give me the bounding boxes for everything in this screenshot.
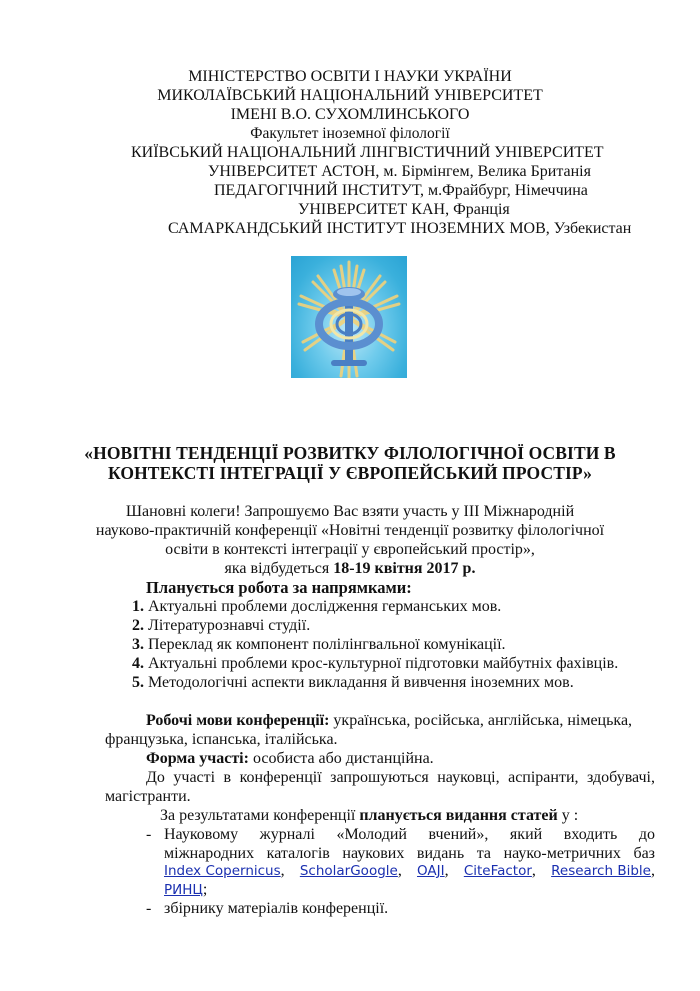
- publication-intro: [160, 807, 578, 825]
- direction-number: 2.: [132, 617, 144, 634]
- header-partner-samarkand: САМАРКАНДСЬКИЙ ІНСТИТУТ ІНОЗЕМНИХ МОВ, Узбекистан: [168, 220, 632, 237]
- participation-label: Форма участі:: [146, 750, 249, 767]
- publication-suffix: у :: [557, 807, 579, 824]
- invitees-line1: До участі в конференції запрошуються науковці, аспіранти, здобувачі,: [146, 769, 655, 786]
- languages-list-part1: українська, російська, англійська, німецька,: [329, 712, 633, 729]
- header-university: МИКОЛАЇВСЬКИЙ НАЦІОНАЛЬНИЙ УНІВЕРСИТЕТ: [157, 87, 543, 104]
- directions-heading: Планується робота за напрямками:: [146, 578, 412, 597]
- link-scholar-google[interactable]: ScholarGoogle: [299, 863, 398, 879]
- invitation-date-prefix: яка відбудеться: [224, 560, 334, 577]
- direction-text: Літературознавчі студії.: [144, 617, 311, 634]
- direction-text: Переклад як компонент полілінгвальної комунікації.: [144, 636, 506, 653]
- invitation-line3: освіти в контексті інтеграції у європейський простір»,: [165, 541, 535, 558]
- direction-number: 4.: [132, 655, 144, 672]
- direction-number: 5.: [132, 674, 144, 691]
- invitation-line1: Шановні колеги! Запрошуємо Вас взяти участь у ІІІ Міжнародній: [125, 503, 575, 520]
- header-partner-caen: УНІВЕРСИТЕТ КАН, Франція: [298, 201, 510, 218]
- publication-prefix: За результатами конференції: [160, 807, 360, 824]
- languages-line2: французька, іспанська, італійська.: [105, 731, 338, 748]
- invitees-line2: магістранти.: [105, 788, 191, 805]
- direction-item: [132, 655, 618, 673]
- direction-item: [132, 617, 310, 635]
- direction-item: [132, 636, 506, 654]
- direction-item: [132, 674, 574, 692]
- bullet-dash: -: [146, 900, 152, 917]
- link-citefactor[interactable]: CiteFactor: [463, 863, 532, 879]
- proceedings-item: збірнику матеріалів конференції.: [164, 900, 389, 917]
- direction-text: Методологічні аспекти викладання й вивчення іноземних мов.: [144, 674, 574, 691]
- conference-dates: 18-19 квітня 2017 р.: [333, 560, 476, 577]
- direction-text: Актуальні проблеми крос-культурної підготовки майбутніх фахівців.: [144, 655, 619, 672]
- conference-title-line1: «НОВІТНІ ТЕНДЕНЦІЇ РОЗВИТКУ ФІЛОЛОГІЧНОЇ ОСВІТИ В: [84, 443, 616, 463]
- phi-faculty-logo-icon: [291, 256, 407, 378]
- direction-number: 1.: [132, 598, 144, 615]
- participation-value: особиста або дистанційна.: [248, 750, 434, 767]
- conference-title-line2: КОНТЕКСТІ ІНТЕГРАЦІЇ У ЄВРОПЕЙСЬКИЙ ПРОСТІР»: [108, 463, 592, 483]
- participation-line: [146, 750, 434, 768]
- bullet-dash: -: [146, 826, 152, 843]
- link-rinc[interactable]: РИНЦ: [164, 882, 203, 898]
- direction-item: [132, 598, 501, 616]
- link-index-copernicus[interactable]: Index Copernicus: [164, 863, 281, 879]
- direction-number: 3.: [132, 636, 144, 653]
- database-links: Index Copernicus, ScholarGoogle, OAJI, CiteFactor, Research Bible,: [164, 862, 655, 879]
- header-faculty: Факультет іноземної філології: [250, 125, 450, 142]
- invitation-line2: науково-практичній конференції «Новітні тенденції розвитку філологічної: [95, 522, 605, 539]
- invitation-line4: [0, 560, 700, 578]
- publication-emphasis: планується видання статей: [359, 807, 558, 824]
- header-ministry: МІНІСТЕРСТВО ОСВІТИ І НАУКИ УКРАЇНИ: [188, 68, 512, 85]
- header-university-name: ІМЕНІ В.О. СУХОМЛИНСЬКОГО: [230, 106, 470, 123]
- link-research-bible[interactable]: Research Bible: [551, 863, 651, 879]
- journal-line1: Науковому журналі «Молодий вчений», який входить до: [164, 826, 655, 843]
- header-partner-freiburg: ПЕДАГОГІЧНИЙ ІНСТИТУТ, м.Фрайбург, Німеччина: [214, 182, 588, 199]
- languages-label: Робочі мови конференції:: [146, 712, 330, 729]
- header-partner-kyiv: КИЇВСЬКИЙ НАЦІОНАЛЬНИЙ ЛІНГВІСТИЧНИЙ УНІВЕРСИТЕТ: [131, 144, 604, 161]
- database-links-line2: РИНЦ;: [164, 881, 208, 898]
- languages-line1: [146, 712, 655, 730]
- journal-line2: міжнародних каталогів наукових видань та науко-метричних баз: [164, 845, 655, 862]
- direction-text: Актуальні проблеми дослідження германських мов.: [144, 598, 502, 615]
- header-partner-aston: УНІВЕРСИТЕТ АСТОН, м. Бірмінгем, Велика Британія: [208, 163, 591, 180]
- link-oaji[interactable]: OAJI: [417, 863, 445, 879]
